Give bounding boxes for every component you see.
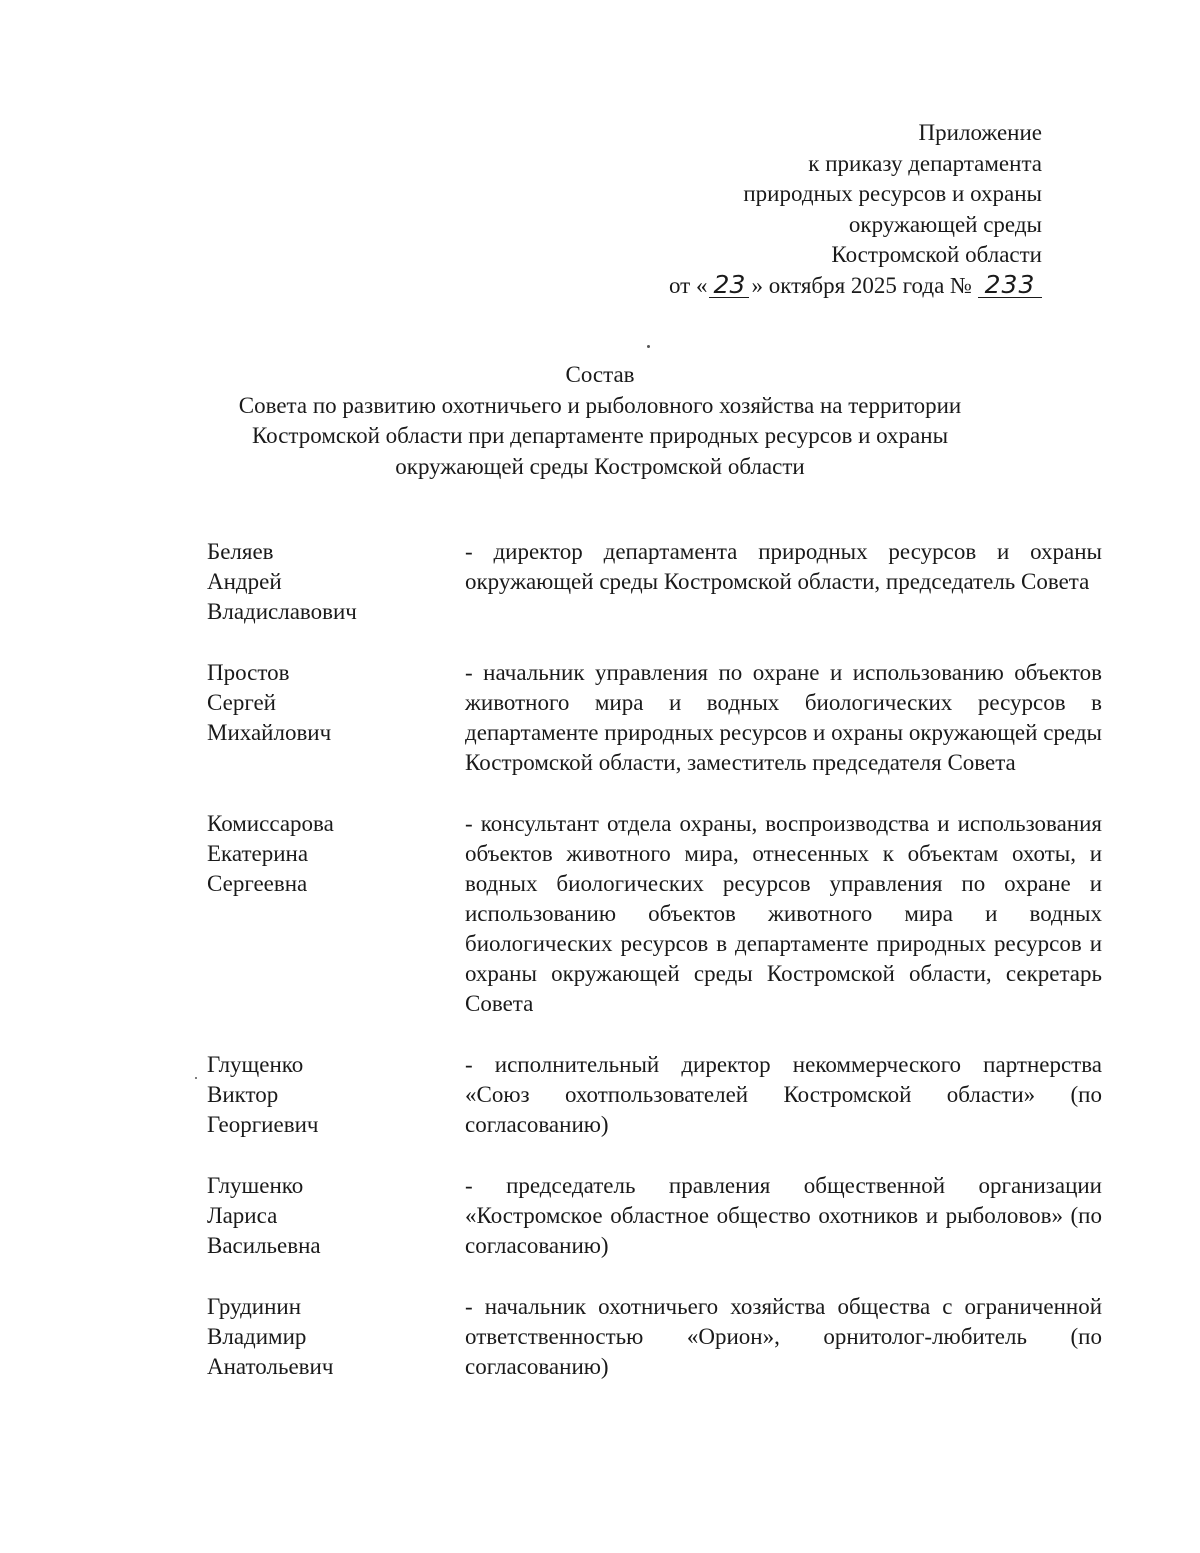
appendix-line-3: природных ресурсов и охраны <box>743 181 1042 206</box>
member-entry <box>207 809 1102 1019</box>
members-list <box>207 537 1102 1382</box>
member-entry <box>207 537 1102 627</box>
member-patronymic: Анатольевич <box>207 1354 334 1379</box>
member-surname: Грудинин <box>207 1294 302 1319</box>
member-surname: Глушенко <box>207 1173 304 1198</box>
member-entry <box>207 1050 1102 1140</box>
order-date-line <box>669 271 1042 302</box>
appendix-line-5: Костромской области <box>831 242 1042 267</box>
appendix-line-4: окружающей среды <box>848 211 1042 237</box>
member-name <box>207 1171 465 1261</box>
member-patronymic: Георгиевич <box>207 1112 319 1137</box>
member-first-name: Андрей <box>207 569 282 594</box>
member-first-name: Сергей <box>207 690 276 715</box>
member-patronymic: Васильевна <box>207 1233 321 1258</box>
appendix-title: Приложение <box>918 120 1042 145</box>
order-number-handwritten: 233 <box>978 273 1042 298</box>
title-line-3: Костромской области при департаменте природных ресурсов и охраны <box>251 423 949 448</box>
appendix-header <box>669 118 1042 301</box>
member-first-name: Владимир <box>207 1324 307 1349</box>
title-line-4: окружающей среды Костромской области <box>395 453 805 479</box>
document-title <box>150 360 1050 482</box>
member-patronymic: Сергеевна <box>207 871 308 896</box>
member-entry <box>207 1292 1102 1382</box>
member-name <box>207 537 465 627</box>
member-name <box>207 658 465 778</box>
member-role: - начальник охотничьего хозяйства общества с ограниченной ответственностью «Орион», орнитолог-любитель (по согласованию) <box>465 1294 1102 1379</box>
member-first-name: Лариса <box>207 1203 278 1228</box>
scan-speck <box>647 345 650 348</box>
member-name <box>207 809 465 1019</box>
scan-speck <box>195 1077 197 1079</box>
date-middle: » октября 2025 года № <box>751 272 972 298</box>
member-role: - директор департамента природных ресурсов и охраны окружающей среды Костромской области, председатель Совета <box>465 539 1102 594</box>
order-day-handwritten: 23 <box>709 273 749 298</box>
member-first-name: Виктор <box>207 1082 279 1107</box>
member-entry <box>207 1171 1102 1261</box>
member-patronymic: Михайлович <box>207 720 332 745</box>
member-surname: Комиссарова <box>207 811 334 836</box>
member-role: - консультант отдела охраны, воспроизводства и использования объектов животного мира, отнесенных к объектам охоты, и водных биологических ресурсов управления по охране и использованию объектов животного мира и водных биологических ресурсов в департаменте природных ресурсов и охраны окружающей среды Костромской области, секретарь Совета <box>465 811 1102 1016</box>
member-role: - начальник управления по охране и использованию объектов животного мира и водных биологических ресурсов в департаменте природных ресурсов и охраны окружающей среды Костромской области, заместитель председателя Совета <box>465 660 1102 775</box>
title-line-2: Совета по развитию охотничьего и рыболовного хозяйства на территории <box>238 392 962 418</box>
title-heading: Состав <box>565 362 635 387</box>
date-prefix: от « <box>668 272 708 298</box>
member-surname: Беляев <box>207 539 274 564</box>
member-name <box>207 1292 465 1382</box>
member-surname: Глущенко <box>207 1052 304 1077</box>
member-role: - председатель правления общественной организации «Костромское областное общество охотников и рыболовов» (по согласованию) <box>465 1173 1102 1258</box>
appendix-line-2: к приказу департамента <box>808 150 1042 176</box>
member-first-name: Екатерина <box>207 841 309 866</box>
member-role: - исполнительный директор некоммерческого партнерства «Союз охотпользователей Костромской области» (по согласованию) <box>465 1052 1102 1137</box>
member-entry <box>207 658 1102 778</box>
member-surname: Простов <box>207 660 290 685</box>
member-patronymic: Владиславович <box>207 599 357 624</box>
member-name <box>207 1050 465 1140</box>
